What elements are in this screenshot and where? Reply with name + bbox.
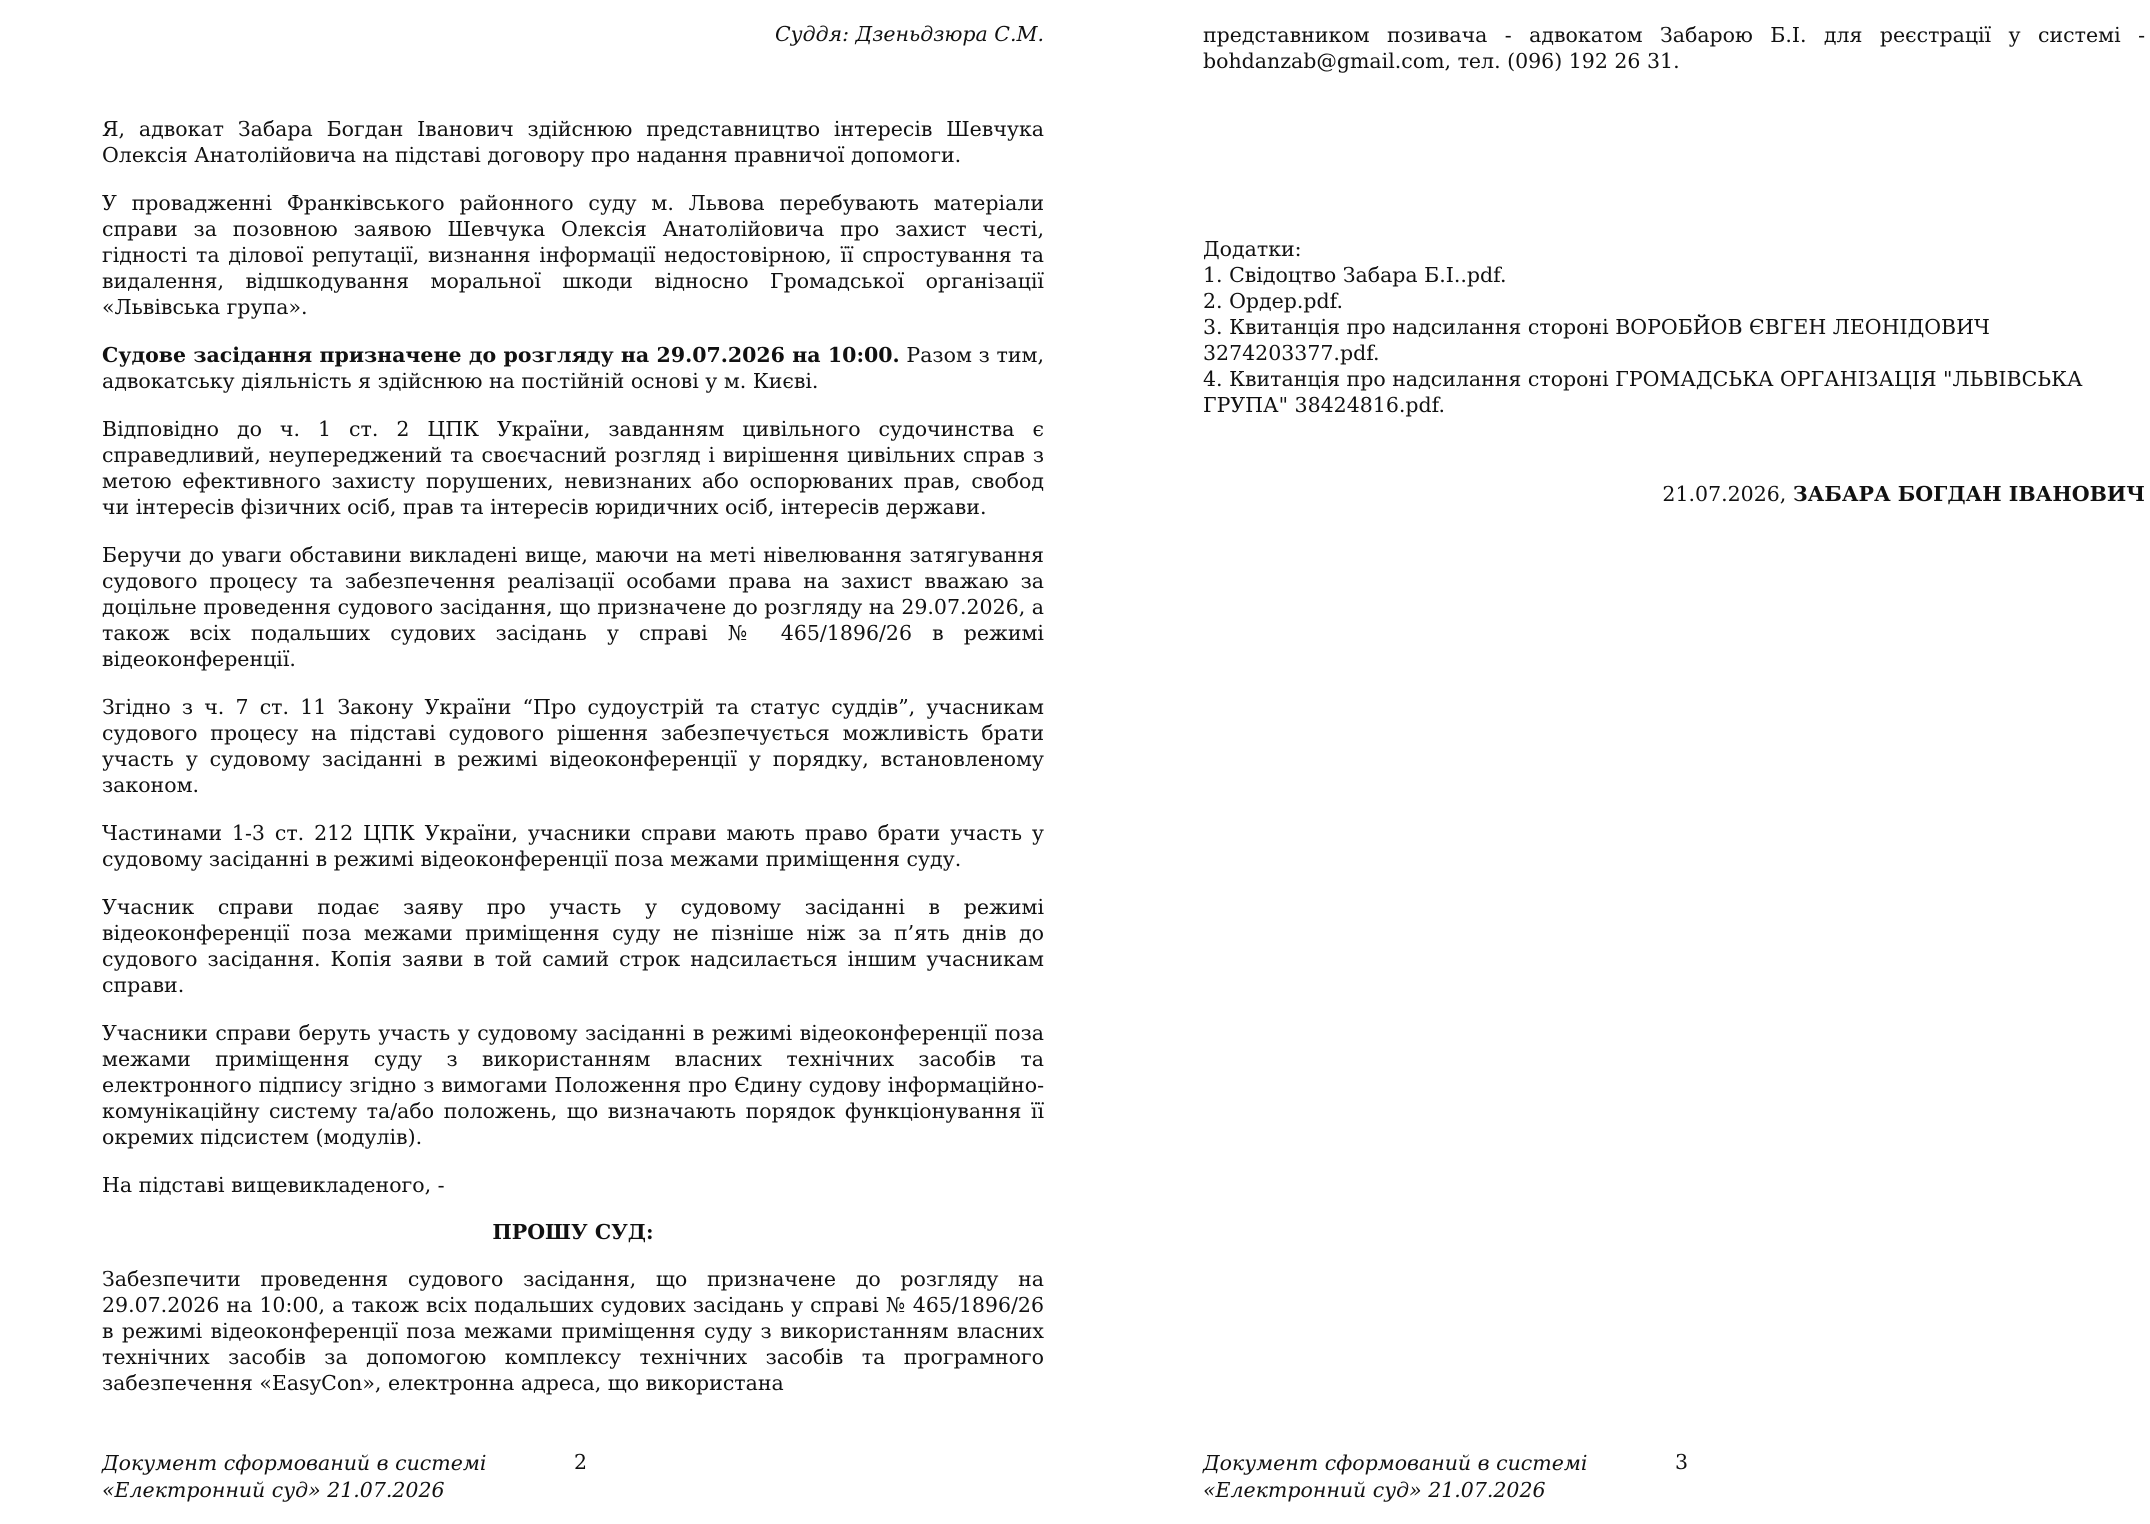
law-paragraph-6: Учасники справи беруть участь у судовому засіданні в режимі відеоконференції поза межами приміщення суду з використанням власних технічних засобів та електронного підпису згідно з вимогами Положення про Єдину судову інформаційно-комунікаційну систему та/або положень, що визначають порядок функціонування її окремих підсистем (модулів).: [102, 1021, 1044, 1149]
attachment-item: 1. Свідоцтво Забара Б.І..pdf.: [1203, 263, 1507, 287]
hearing-rest: Разом з тим, адвокатську діяльність я здійснюю на постійній основі у м. Києві.: [102, 343, 1044, 393]
footer-line-2: «Електронний суд» 21.07.2026: [102, 1478, 445, 1502]
page-2-footer: [102, 1450, 486, 1504]
hearing-paragraph: [102, 342, 1044, 394]
hearing-date-bold: Судове засідання призначене до розгляду на 29.07.2026 на 10:00.: [102, 343, 900, 367]
signature-line: [1662, 482, 2145, 506]
page-2-body: [102, 116, 1044, 1418]
attachments-list: [1203, 236, 2145, 418]
law-paragraph-5: Учасник справи подає заяву про участь у судовому засіданні в режимі відеоконференції поза межами приміщення суду не пізніше ніж за п’ять днів до судового засідання. Копія заяви в той самий строк надсилається іншим учасникам справи.: [102, 895, 1044, 997]
continuation-paragraph: представником позивача - адвокатом Забарою Б.І. для реєстрації у системі - bohdanzab@gmail.com, тел. (096) 192 26 31.: [1203, 23, 2145, 73]
document-page-2: [102, 0, 1044, 1524]
page-3-footer: [1203, 1450, 1587, 1504]
law-paragraph-1: Відповідно до ч. 1 ст. 2 ЦПК України, завданням цивільного судочинства є справедливий, неупереджений та своєчасний розгляд і вирішення цивільних справ з метою ефективного захисту порушених, невизнаних або оспорюваних прав, свобод чи інтересів фізичних осіб, прав та інтересів юридичних осіб, інтересів держави.: [102, 417, 1044, 519]
conclusion-paragraph: На підставі вищевикладеного, -: [102, 1173, 445, 1197]
attachment-item: 3. Квитанція про надсилання стороні ВОРОБЙОВ ЄВГЕН ЛЕОНІДОВИЧ 3274203377.pdf.: [1203, 315, 1990, 365]
law-paragraph-3: Згідно з ч. 7 ст. 11 Закону України “Про судоустрій та статус суддів”, учасникам судового процесу на підставі судового рішення забезпечується можливість брати участь у судовому засіданні в режимі відеоконференції у порядку, встановленому законом.: [102, 695, 1044, 797]
judge-name: Суддя: Дзеньдзюра С.М.: [775, 22, 1044, 46]
footer-line-2: «Електронний суд» 21.07.2026: [1203, 1478, 1546, 1502]
page-number: 3: [1675, 1450, 1689, 1474]
attachment-item: 4. Квитанція про надсилання стороні ГРОМАДСЬКА ОРГАНІЗАЦІЯ "ЛЬВІВСЬКА ГРУПА" 38424816.pdf.: [1203, 367, 2083, 417]
case-paragraph: У провадженні Франківського районного суду м. Львова перебувають матеріали справи за позовною заявою Шевчука Олексія Анатолійовича про захист честі, гідності та ділової репутації, визнання інформації недостовірною, її спростування та видалення, відшкодування моральної шкоди відносно Громадської організації «Львівська група».: [102, 191, 1044, 319]
attachment-item: 2. Ордер.pdf.: [1203, 289, 1344, 313]
request-paragraph: Забезпечити проведення судового засідання, що призначене до розгляду на 29.07.2026 на 10:00, а також всіх подальших судових засідань у справі № 465/1896/26 в режимі відеоконференції поза межами приміщення суду з використанням власних технічних засобів за допомогою комплексу технічних засобів та програмного забезпечення «EasyCon», електронна адреса, що використана: [102, 1267, 1044, 1395]
attachments-title: Додатки:: [1203, 237, 1302, 261]
page-number: 2: [574, 1450, 588, 1474]
signer-name: ЗАБАРА БОГДАН ІВАНОВИЧ: [1792, 482, 2145, 506]
request-heading: ПРОШУ СУД:: [492, 1220, 654, 1244]
intro-paragraph: Я, адвокат Забара Богдан Іванович здійснюю представництво інтересів Шевчука Олексія Анатолійовича на підставі договору про надання правничої допомоги.: [102, 117, 1044, 167]
footer-line-1: Документ сформований в системі: [102, 1451, 487, 1475]
law-paragraph-4: Частинами 1-3 ст. 212 ЦПК України, учасники справи мають право брати участь у судовому засіданні в режимі відеоконференції поза межами приміщення суду.: [102, 821, 1044, 871]
sign-date: 21.07.2026,: [1662, 482, 1793, 506]
law-paragraph-2: Беручи до уваги обставини викладені вище, маючи на меті нівелювання затягування судового процесу та забезпечення реалізації особами права на захист вважаю за доцільне проведення судового засідання, що призначене до розгляду на 29.07.2026, а також всіх подальших судових засідань у справі № 465/1896/26 в режимі відеоконференції.: [102, 543, 1044, 671]
document-page-3: [1203, 0, 2145, 1524]
footer-line-1: Документ сформований в системі: [1203, 1451, 1588, 1475]
